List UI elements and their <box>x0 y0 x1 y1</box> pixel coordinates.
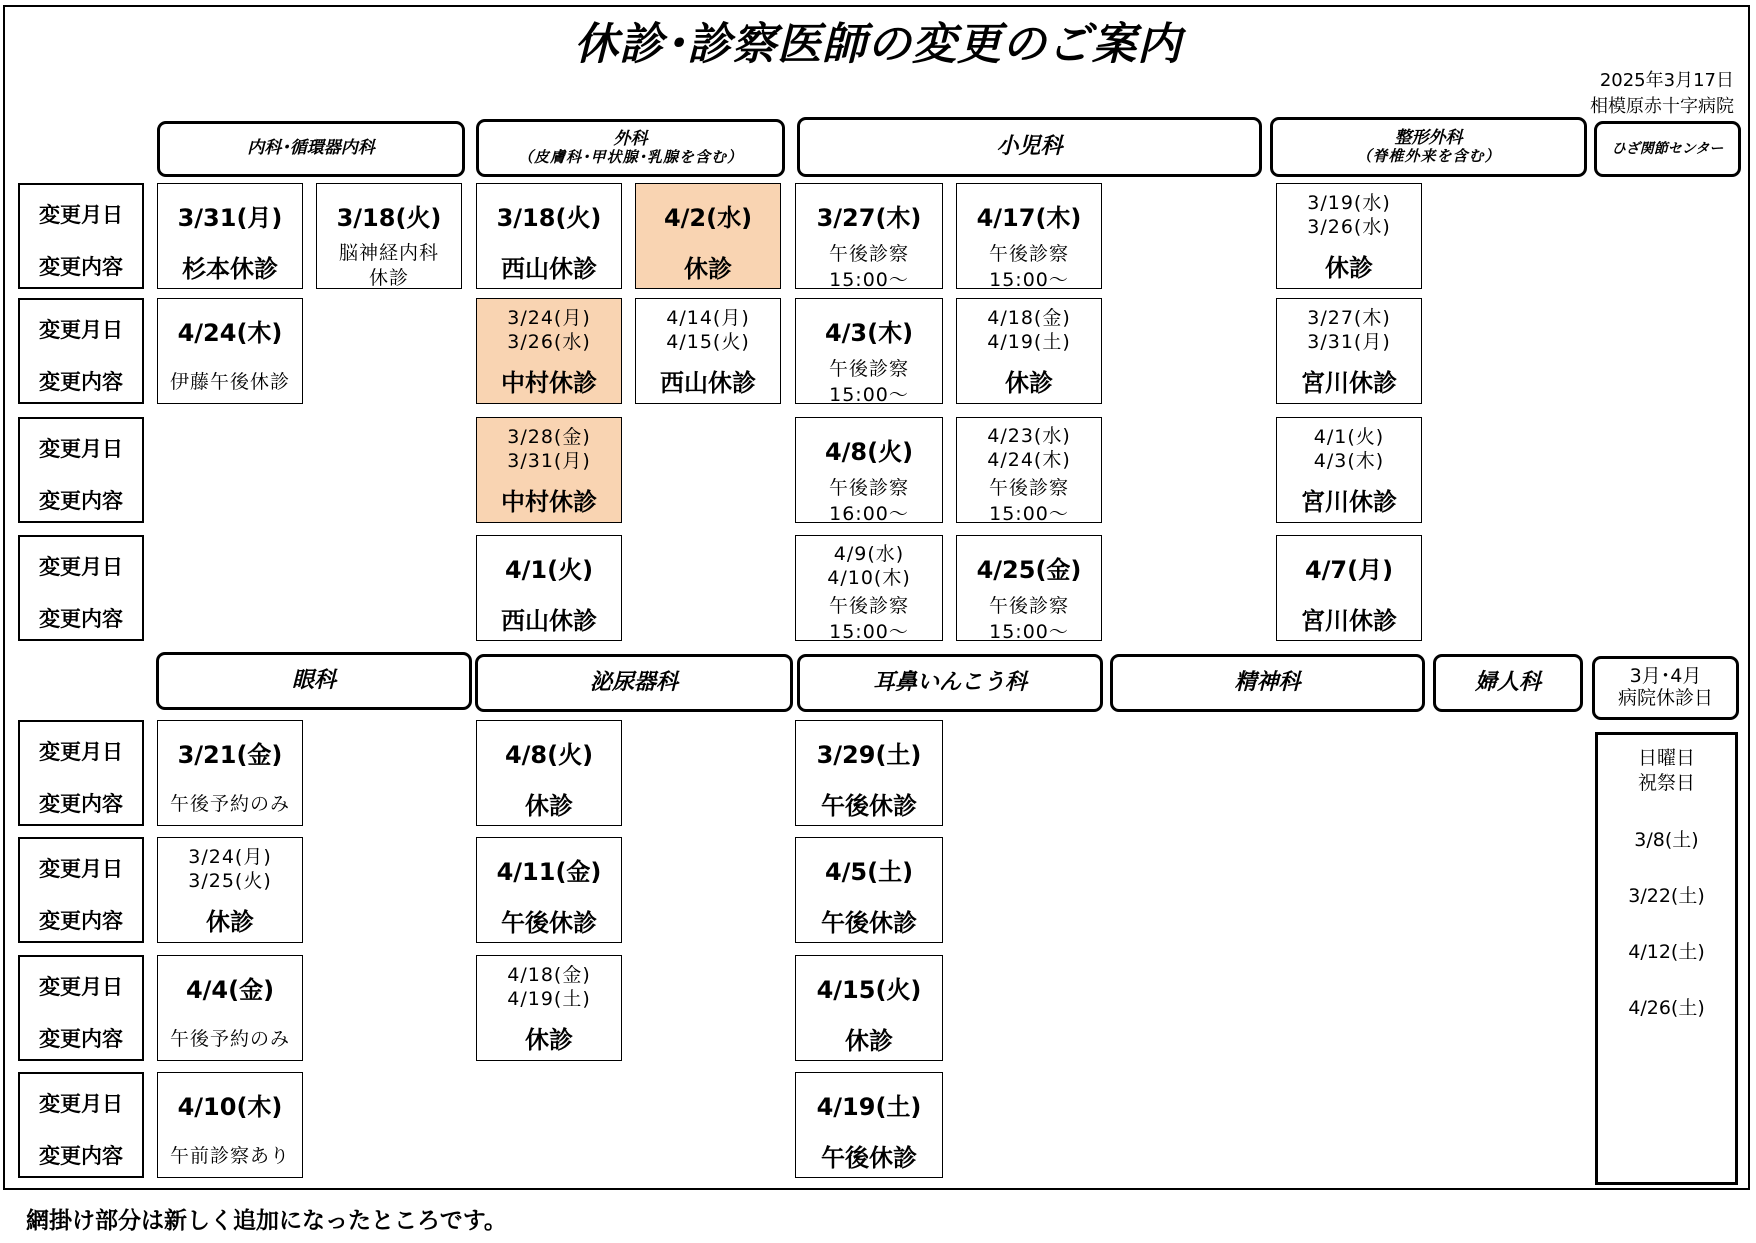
schedule-cell: 4/7(月) 宮川休診 <box>1276 535 1422 641</box>
dept-header-hiza: ひざ関節センター <box>1594 121 1741 177</box>
schedule-cell-highlighted: 4/2(水) 休診 <box>635 183 781 289</box>
schedule-cell: 4/11(金) 午後休診 <box>476 837 622 943</box>
closed-day: 3/8(土) <box>1634 829 1699 851</box>
schedule-cell: 4/23(水) 4/24(木) 午後診察 15:00～ <box>956 417 1102 523</box>
schedule-cell: 4/8(火) 休診 <box>476 720 622 826</box>
schedule-cell: 3/24(月) 3/25(火) 休診 <box>157 837 303 943</box>
closed-day: 4/26(土) <box>1628 997 1705 1019</box>
schedule-cell: 4/25(金) 午後診察 15:00～ <box>956 535 1102 641</box>
dept-header-kyushinbi: 3月･4月 病院休診日 <box>1592 656 1739 720</box>
dept-header-shonika: 小児科 <box>797 117 1262 177</box>
closed-day: 3/22(土) <box>1628 885 1705 907</box>
dept-header-jibi: 耳鼻いんこう科 <box>797 654 1103 712</box>
closed-day: 4/12(土) <box>1628 941 1705 963</box>
schedule-cell: 3/18(火) 脳神経内科 休診 <box>316 183 462 289</box>
schedule-cell: 3/31(月) 杉本休診 <box>157 183 303 289</box>
row-label-block: 変更月日 変更内容 <box>18 837 144 943</box>
dept-header-hinyoki: 泌尿器科 <box>475 654 793 712</box>
schedule-cell: 4/14(月) 4/15(火) 西山休診 <box>635 298 781 404</box>
row-label-block: 変更月日 変更内容 <box>18 1072 144 1178</box>
schedule-cell-highlighted: 3/24(月) 3/26(水) 中村休診 <box>476 298 622 404</box>
schedule-cell: 4/10(木) 午前診察あり <box>157 1072 303 1178</box>
schedule-cell: 4/17(木) 午後診察 15:00～ <box>956 183 1102 289</box>
schedule-cell: 3/27(木) 午後診察 15:00～ <box>795 183 943 289</box>
schedule-cell: 3/18(火) 西山休診 <box>476 183 622 289</box>
hospital-name: 相模原赤十字病院 <box>1590 96 1734 117</box>
dept-header-ganka: 眼科 <box>156 652 472 710</box>
closed-day: 祝祭日 <box>1637 772 1695 794</box>
closed-day: 日曜日 <box>1637 747 1695 769</box>
schedule-cell: 4/18(金) 4/19(土) 休診 <box>956 298 1102 404</box>
dept-header-geka: 外科 （皮膚科･甲状腺･乳腺を含む） <box>476 119 785 177</box>
closed-days-box <box>1595 732 1738 1185</box>
footnote: 網掛け部分は新しく追加になったところです。 <box>26 1208 507 1234</box>
dept-header-fujin: 婦人科 <box>1433 654 1583 712</box>
row-label-block: 変更月日 変更内容 <box>18 298 144 404</box>
row-label-block: 変更月日 変更内容 <box>18 417 144 523</box>
dept-header-seikei: 整形外科 （脊椎外来を含む） <box>1270 117 1587 177</box>
row-label-block: 変更月日 変更内容 <box>18 720 144 826</box>
schedule-cell: 4/19(土) 午後休診 <box>795 1072 943 1178</box>
schedule-cell: 4/3(木) 午後診察 15:00～ <box>795 298 943 404</box>
schedule-cell: 3/29(土) 午後休診 <box>795 720 943 826</box>
schedule-cell: 4/18(金) 4/19(土) 休診 <box>476 955 622 1061</box>
schedule-cell: 4/8(火) 午後診察 16:00～ <box>795 417 943 523</box>
schedule-cell: 4/15(火) 休診 <box>795 955 943 1061</box>
schedule-cell: 3/19(水) 3/26(水) 休診 <box>1276 183 1422 289</box>
schedule-cell: 4/9(水) 4/10(木) 午後診察 15:00～ <box>795 535 943 641</box>
schedule-cell: 4/24(木) 伊藤午後休診 <box>157 298 303 404</box>
dept-header-seishin: 精神科 <box>1110 654 1425 712</box>
schedule-cell-highlighted: 3/28(金) 3/31(月) 中村休診 <box>476 417 622 523</box>
schedule-cell: 3/21(金) 午後予約のみ <box>157 720 303 826</box>
schedule-cell: 4/5(土) 午後休診 <box>795 837 943 943</box>
dept-header-naika: 内科･循環器内科 <box>157 121 465 177</box>
row-label-block: 変更月日 変更内容 <box>18 183 144 289</box>
schedule-cell: 3/27(木) 3/31(月) 宮川休診 <box>1276 298 1422 404</box>
schedule-cell: 4/4(金) 午後予約のみ <box>157 955 303 1061</box>
row-label-block: 変更月日 変更内容 <box>18 955 144 1061</box>
notice-date: 2025年3月17日 <box>1599 70 1734 91</box>
row-label-block: 変更月日 変更内容 <box>18 535 144 641</box>
page-title: 休診･診察医師の変更のご案内 <box>574 19 1182 70</box>
schedule-cell: 4/1(火) 4/3(木) 宮川休診 <box>1276 417 1422 523</box>
schedule-cell: 4/1(火) 西山休診 <box>476 535 622 641</box>
